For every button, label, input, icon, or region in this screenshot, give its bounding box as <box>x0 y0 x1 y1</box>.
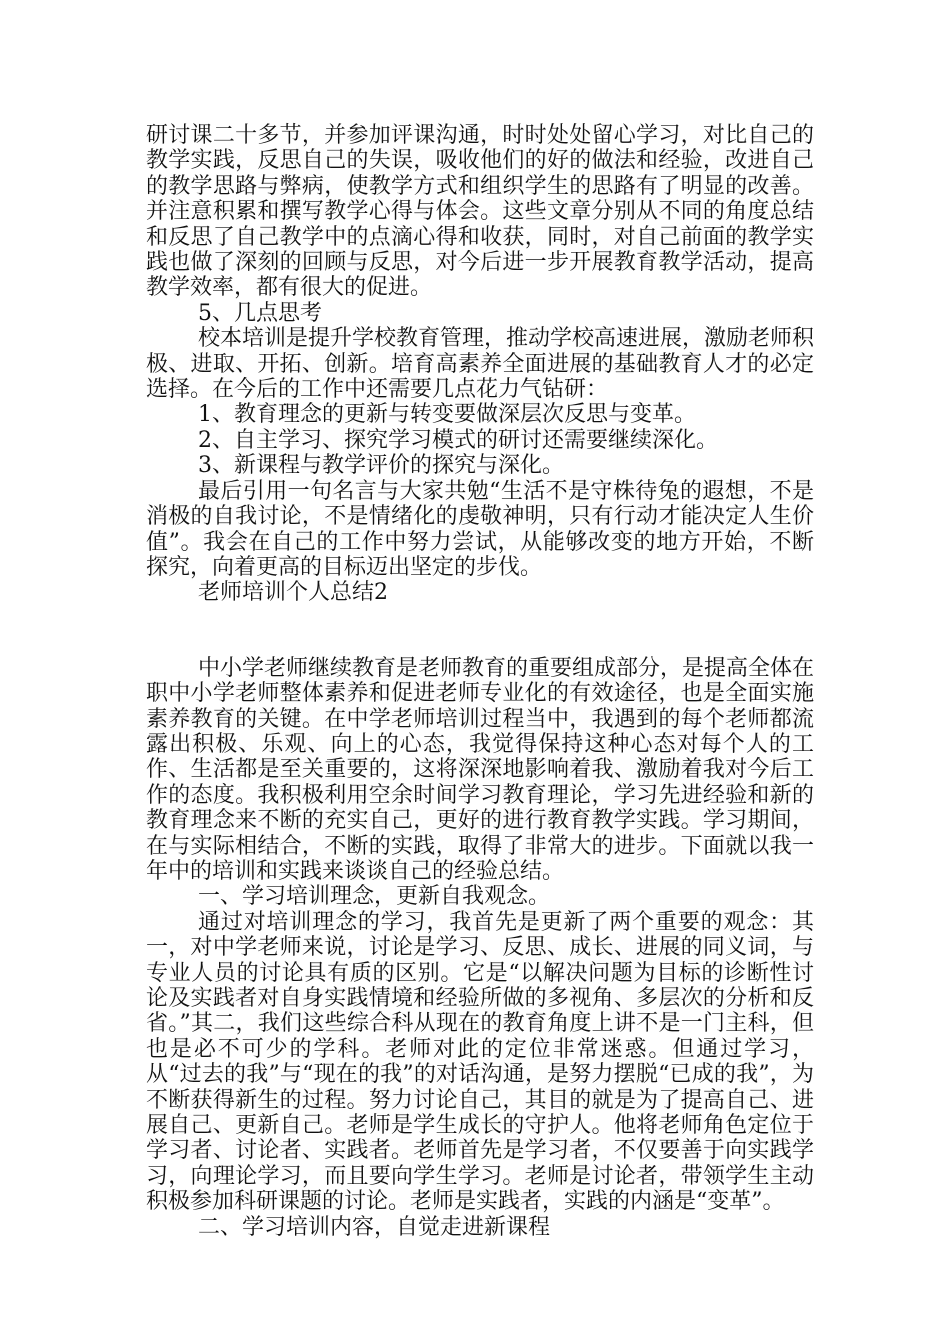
list-item-2: 2、自主学习、探究学习模式的研讨还需要继续深化。 <box>198 427 718 453</box>
paragraph-intro: 中小学老师继续教育是老师教育的重要组成部分，是提高全体在职中小学老师整体素养和促进老师专业化的有效途径，也是全面实施素养教育的关键。在中学老师培训过程当中，我遇到的每个老师都流露出积极、乐观、向上的心态，我觉得保持这种心态对每个人的工作、生活都是至关重要的，这将深深地影响着我、激励着我对今后工作的态度。我积极利用空余时间学习教育理论，学习先进经验和新的教育理念来不断的充实自己，更好的进行教育教学实践。学习期间，在与实际相结合，不断的实践，取得了非常大的进步。下面就以我一年中的培训和实践来谈谈自己的经验总结。 <box>146 655 815 884</box>
blank-spacer <box>146 606 814 656</box>
list-item-3: 3、新课程与教学评价的探究与深化。 <box>198 453 564 479</box>
paragraph-closing-quote: 最后引用一句名言与大家共勉“生活不是守株待兔的遐想，不是消极的自我讨论，不是情绪化的虔敬神明，只有行动才能决定人生价值”。我会在自己的工作中努力尝试，从能够改变的地方开始，不断探究，向着更高的目标迈出坚定的步伐。 <box>146 478 814 580</box>
paragraph-concepts: 通过对培训理念的学习，我首先是更新了两个重要的观念：其一，对中学老师来说，讨论是学习、反思、成长、进展的同义词，与专业人员的讨论具有质的区别。它是“以解决问题为目标的诊断性讨论及实践者对自身实践情境和经验所做的多视角、多层次的分析和反省。”其二，我们这些综合科从现在的教育角度上讲不是一门主科，但也是必不可少的学科。老师对此的定位非常迷惑。但通过学习，从“过去的我”与“现在的我”的对话沟通，是努力摆脱“已成的我”，为不断获得新生的过程。努力讨论自己，其目的就是为了提高自己、进展自己、更新自己。老师是学生成长的守护人。他将老师角色定位于学习者、讨论者、实践者。老师首先是学习者，不仅要善于向实践学习，向理论学习，而且要向学生学习。老师是讨论者，带领学生主动积极参加科研课题的讨论。老师是实践者，实践的内涵是“变革”。 <box>146 909 814 1215</box>
section-heading-thoughts: 5、几点思考 <box>198 300 322 326</box>
paragraph-school-training: 校本培训是提升学校教育管理，推动学校高速进展，激励老师积极、进取、开拓、创新。培育高素养全面进展的基础教育人才的必定选择。在今后的工作中还需要几点花力气钻研： <box>146 326 815 403</box>
document-title-2: 老师培训个人总结2 <box>198 580 388 606</box>
list-item-1: 1、教育理念的更新与转变要做深层次反思与变革。 <box>198 402 696 428</box>
section-heading-2: 二、学习培训内容，自觉走进新课程 <box>198 1214 551 1240</box>
document-body <box>146 123 814 1240</box>
paragraph-continuation: 研讨课二十多节，并参加评课沟通，时时处处留心学习，对比自己的教学实践，反思自己的失误，吸收他们的好的做法和经验，改进自己的教学思路与弊病，使教学方式和组织学生的思路有了明显的改善。并注意积累和撰写教学心得与体会。这些文章分别从不同的角度总结和反思了自己教学中的点滴心得和收获，同时，对自己前面的教学实践也做了深刻的回顾与反思，对今后进一步开展教育教学活动，提高教学效率，都有很大的促进。 <box>146 123 814 301</box>
section-heading-1: 一、学习培训理念，更新自我观念。 <box>198 884 551 910</box>
